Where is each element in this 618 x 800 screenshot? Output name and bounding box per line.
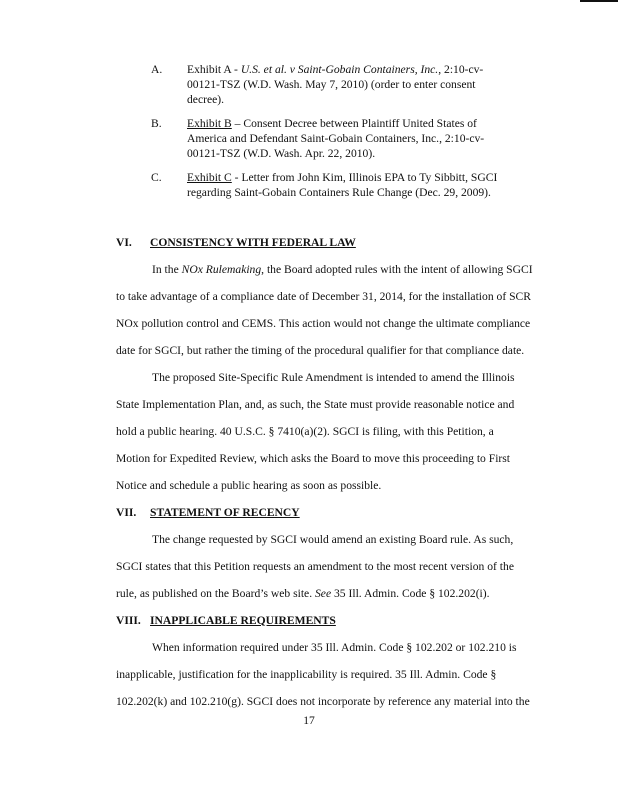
text-run: 35 Ill. Admin. Code § 102.202(i).	[331, 587, 490, 600]
section-heading-viii	[116, 614, 336, 627]
section-title: INAPPLICABLE REQUIREMENTS	[150, 614, 336, 627]
section-number: VIII.	[116, 614, 141, 627]
paragraph-line: to take advantage of a compliance date of December 31, 2014, for the installation of SCR	[116, 290, 531, 303]
exhibit-text: Letter from John Kim, Illinois EPA to Ty Sibbitt, SGCI	[241, 171, 498, 184]
section-title: STATEMENT OF RECENCY	[150, 506, 300, 519]
paragraph-line: inapplicable, justification for the inapplicability is required. 35 Ill. Admin. Code §	[116, 668, 497, 681]
paragraph-line	[152, 263, 533, 276]
exhibit-text-line: 00121-TSZ (W.D. Wash. May 7, 2010) (order to enter consent	[187, 78, 476, 91]
exhibit-separator: –	[231, 117, 244, 130]
rulemaking-citation: NOx Rulemaking	[181, 263, 262, 276]
exhibit-text: Consent Decree between Plaintiff United States of	[243, 117, 477, 130]
text-run: rule, as published on the Board’s web site.	[116, 587, 315, 600]
exhibit-separator: -	[231, 63, 241, 76]
text-run: In the	[152, 263, 182, 276]
paragraph-line	[116, 587, 490, 600]
exhibit-label: Exhibit C	[187, 171, 232, 184]
text-run: , the Board adopted rules with the intent of allowing SGCI	[261, 263, 533, 276]
exhibit-letter: B.	[151, 117, 162, 130]
paragraph-line: State Implementation Plan, and, as such, the State must provide reasonable notice and	[116, 398, 515, 411]
paragraph-line: The change requested by SGCI would amend an existing Board rule. As such,	[152, 533, 514, 546]
paragraph-line: date for SGCI, but rather the timing of the procedural qualifier for that compliance date.	[116, 344, 525, 357]
citation-signal: See	[315, 587, 332, 600]
case-citation: U.S. et al. v Saint-Gobain Containers, Inc.	[240, 63, 439, 76]
exhibit-letter: A.	[151, 63, 163, 76]
text-run: 102.202(k) and 102.210(	[116, 695, 232, 708]
exhibit-separator: -	[231, 171, 242, 184]
exhibit-text: , 2:10-cv-	[438, 63, 484, 76]
exhibit-label: Exhibit B	[187, 117, 232, 130]
exhibit-text-line: regarding Saint-Gobain Containers Rule Change (Dec. 29, 2009).	[187, 186, 491, 199]
paragraph-line: Motion for Expedited Review, which asks the Board to move this proceeding to First	[116, 452, 511, 465]
section-heading-vii	[116, 506, 300, 519]
exhibit-text-line: 00121-TSZ (W.D. Wash. Apr. 22, 2010).	[187, 147, 376, 160]
exhibit-text-line: America and Defendant Saint-Gobain Containers, Inc., 2:10-cv-	[187, 132, 485, 145]
exhibit-text-line: decree).	[187, 93, 225, 106]
exhibit-letter: C.	[151, 171, 162, 184]
paragraph-line	[116, 695, 530, 708]
section-number: VI.	[116, 236, 132, 249]
paragraph-line: hold a public hearing. 40 U.S.C. § 7410(a)(2). SGCI is filing, with this Petition, a	[116, 425, 494, 438]
section-number: VII.	[116, 506, 137, 519]
paragraph-line: Notice and schedule a public hearing as soon as possible.	[116, 479, 382, 492]
paragraph-line: SGCI states that this Petition requests an amendment to the most recent version of the	[116, 560, 514, 573]
section-title: CONSISTENCY WITH FEDERAL LAW	[150, 236, 356, 249]
page-number: 17	[303, 714, 315, 727]
exhibit-label: Exhibit A	[187, 63, 232, 76]
paragraph-line: The proposed Site-Specific Rule Amendment is intended to amend the Illinois	[152, 371, 515, 384]
section-heading-vi	[116, 236, 356, 249]
paragraph-line: NOx pollution control and CEMS. This action would not change the ultimate compliance	[116, 317, 531, 330]
text-run: ). SGCI does not incorporate by reference any material into the	[237, 695, 530, 708]
text-run: g	[231, 695, 238, 708]
paragraph-line: When information required under 35 Ill. Admin. Code § 102.202 or 102.210 is	[152, 641, 517, 654]
